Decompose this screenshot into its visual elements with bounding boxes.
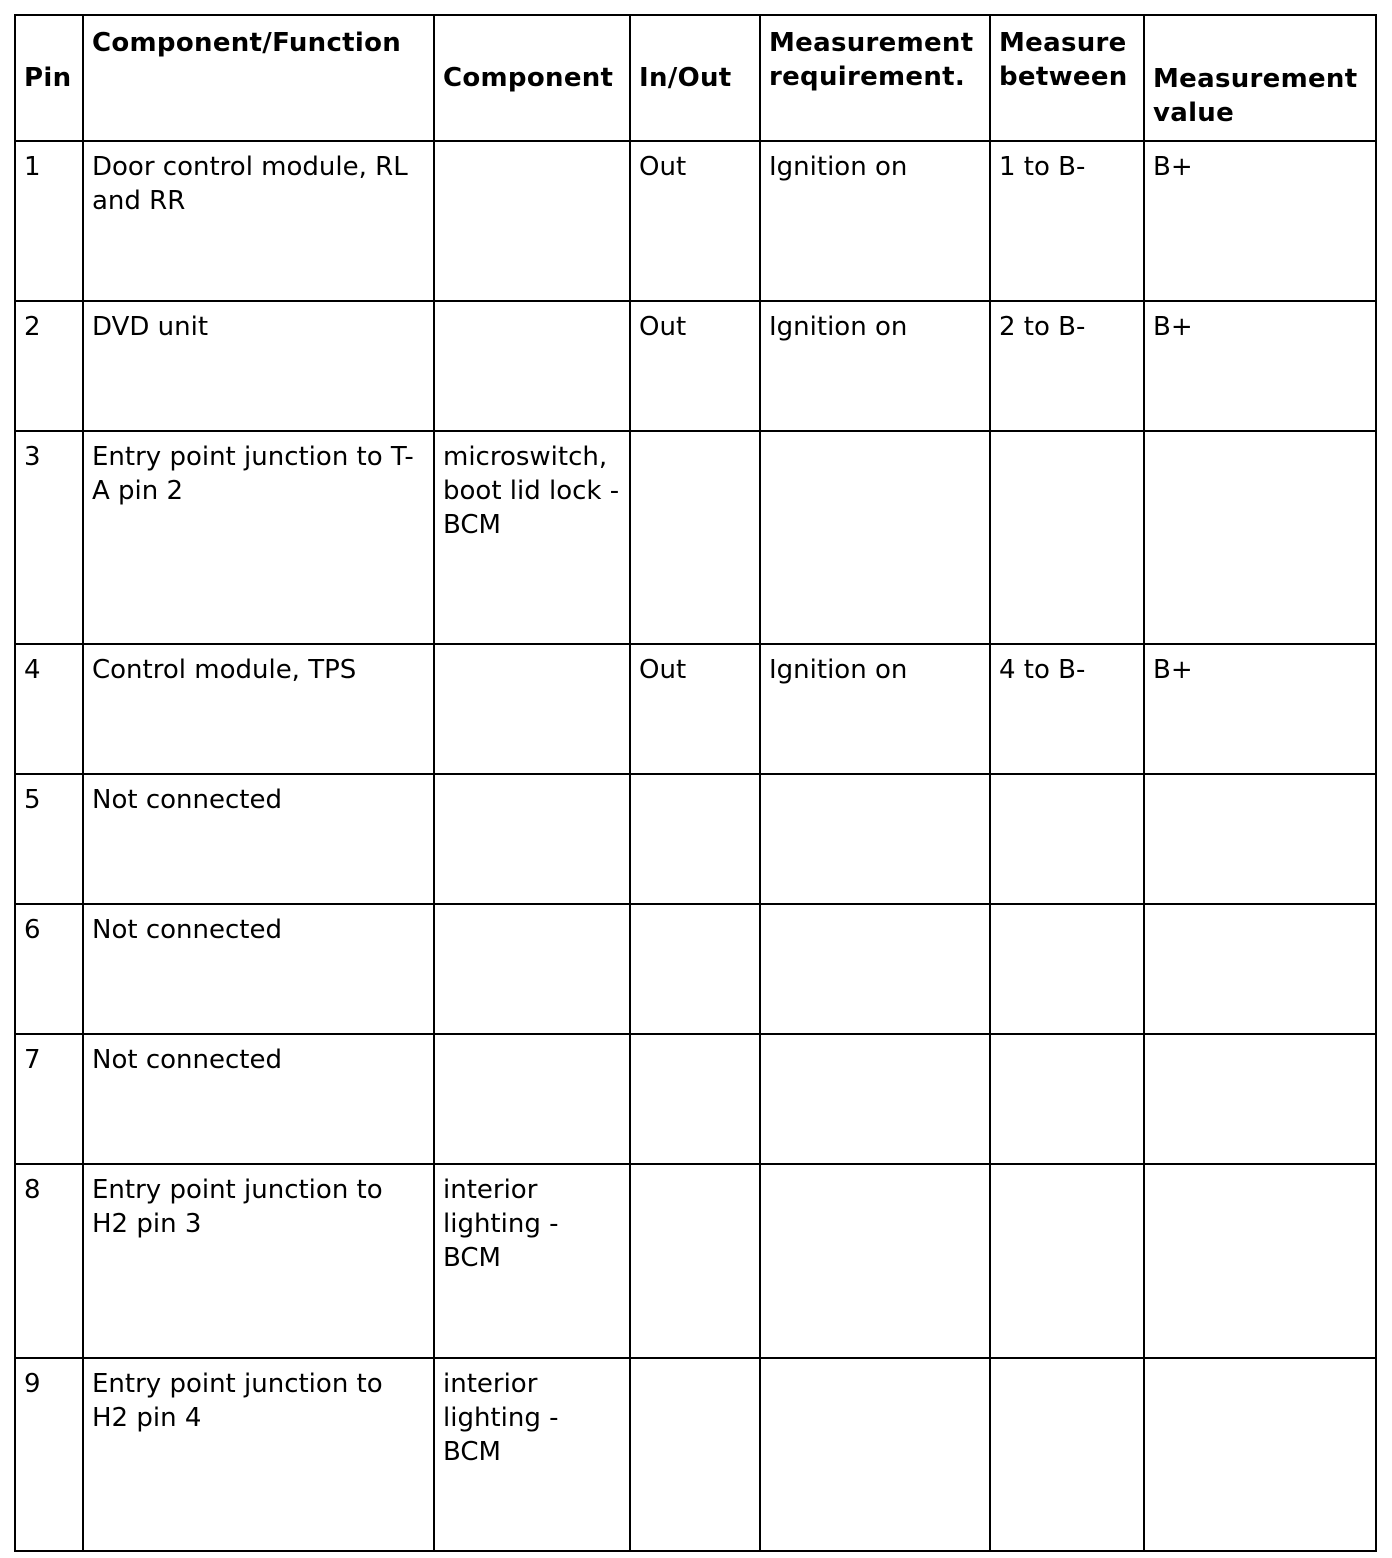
cell-measure-between	[990, 774, 1144, 904]
header-measurement-value: Measurement value	[1144, 15, 1376, 141]
cell-component: interior lighting - BCM	[434, 1358, 630, 1551]
cell-measurement-value	[1144, 1164, 1376, 1358]
cell-component-function: DVD unit	[83, 301, 434, 431]
cell-component-function: Entry point junction to T-A pin 2	[83, 431, 434, 644]
table-row	[15, 1164, 1376, 1358]
cell-measurement-requirement	[760, 774, 990, 904]
cell-in-out: Out	[630, 644, 760, 774]
header-in-out: In/Out	[630, 15, 760, 141]
cell-in-out	[630, 1358, 760, 1551]
cell-measurement-requirement	[760, 1164, 990, 1358]
cell-measure-between	[990, 431, 1144, 644]
cell-component-function: Entry point junction to H2 pin 4	[83, 1358, 434, 1551]
cell-component-function: Not connected	[83, 904, 434, 1034]
cell-measurement-value: B+	[1144, 644, 1376, 774]
cell-component	[434, 301, 630, 431]
header-measure-between: Measure between	[990, 15, 1144, 141]
cell-component-function: Not connected	[83, 1034, 434, 1164]
cell-pin: 3	[15, 431, 83, 644]
cell-component	[434, 141, 630, 301]
table-row	[15, 141, 1376, 301]
table-row	[15, 644, 1376, 774]
cell-measurement-value	[1144, 1358, 1376, 1551]
cell-measurement-requirement	[760, 1034, 990, 1164]
cell-pin: 9	[15, 1358, 83, 1551]
cell-pin: 6	[15, 904, 83, 1034]
cell-in-out	[630, 1034, 760, 1164]
cell-in-out	[630, 1164, 760, 1358]
cell-measure-between	[990, 1164, 1144, 1358]
cell-component: microswitch, boot lid lock - BCM	[434, 431, 630, 644]
cell-measurement-value	[1144, 904, 1376, 1034]
cell-pin: 2	[15, 301, 83, 431]
cell-component	[434, 904, 630, 1034]
header-component: Component	[434, 15, 630, 141]
cell-component	[434, 1034, 630, 1164]
cell-measurement-value	[1144, 1034, 1376, 1164]
cell-measure-between: 2 to B-	[990, 301, 1144, 431]
header-measurement-requirement: Measurement requirement.	[760, 15, 990, 141]
cell-measurement-requirement: Ignition on	[760, 301, 990, 431]
cell-in-out	[630, 904, 760, 1034]
cell-measure-between	[990, 1358, 1144, 1551]
cell-component-function: Control module, TPS	[83, 644, 434, 774]
cell-in-out: Out	[630, 301, 760, 431]
cell-measurement-requirement	[760, 904, 990, 1034]
table-row	[15, 1034, 1376, 1164]
cell-pin: 4	[15, 644, 83, 774]
table-row	[15, 431, 1376, 644]
pin-assignment-table	[14, 14, 1377, 1552]
cell-in-out	[630, 431, 760, 644]
cell-pin: 7	[15, 1034, 83, 1164]
cell-pin: 1	[15, 141, 83, 301]
cell-component	[434, 644, 630, 774]
cell-in-out	[630, 774, 760, 904]
cell-measure-between: 4 to B-	[990, 644, 1144, 774]
cell-measurement-value	[1144, 774, 1376, 904]
cell-measurement-value	[1144, 431, 1376, 644]
table-row	[15, 301, 1376, 431]
table-row	[15, 1358, 1376, 1551]
cell-in-out: Out	[630, 141, 760, 301]
header-row	[15, 15, 1376, 141]
cell-measurement-value: B+	[1144, 141, 1376, 301]
table-row	[15, 904, 1376, 1034]
table-row	[15, 774, 1376, 904]
header-pin: Pin	[15, 15, 83, 141]
cell-measurement-requirement	[760, 431, 990, 644]
cell-component-function: Not connected	[83, 774, 434, 904]
cell-measurement-value: B+	[1144, 301, 1376, 431]
cell-measure-between	[990, 1034, 1144, 1164]
cell-measure-between: 1 to B-	[990, 141, 1144, 301]
header-component-function: Component/Function	[83, 15, 434, 141]
cell-measurement-requirement	[760, 1358, 990, 1551]
cell-component: interior lighting - BCM	[434, 1164, 630, 1358]
cell-component	[434, 774, 630, 904]
cell-component-function: Door control module, RL and RR	[83, 141, 434, 301]
cell-measure-between	[990, 904, 1144, 1034]
cell-pin: 8	[15, 1164, 83, 1358]
cell-component-function: Entry point junction to H2 pin 3	[83, 1164, 434, 1358]
cell-measurement-requirement: Ignition on	[760, 141, 990, 301]
cell-pin: 5	[15, 774, 83, 904]
cell-measurement-requirement: Ignition on	[760, 644, 990, 774]
